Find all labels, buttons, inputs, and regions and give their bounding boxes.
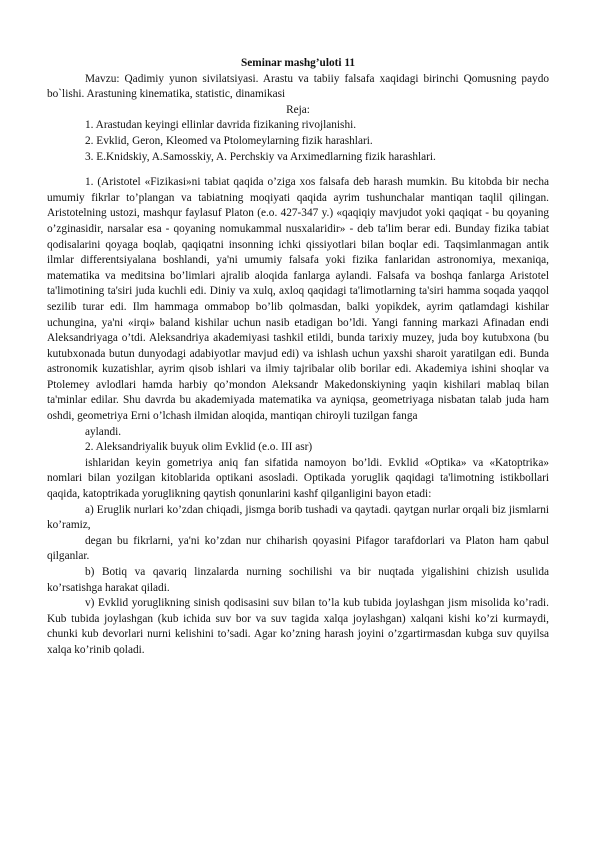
plan-item-3: 3. E.Knidskiy, A.Samosskiy, A. Perchskiy va Arximedlarning fizik harashlari.	[85, 150, 436, 163]
body-paragraph-2: ishlaridan keyin gometriya aniq fan sifatida namoyon bo’ldi. Evklid «Optika» va «Katoptrika» nomlari bilan yozilgan kitoblarida optikani asosladi. Optikada yoruglik qaqidagi ta'limotning istikbollari qaqida, katoptrikada yoruglikning qaytish qonunlarini kashf qilganligini bayon etadi:	[47, 456, 549, 501]
spacer	[47, 165, 549, 175]
body-item-v: v) Evklid yoruglikning sinish qodisasini suv bilan to’la kub tubida joylashgan jism misolida ko’radi. Kub tubida joylashgan (kub ichida suv bor va suv tagida xalqa joylashgan) xalqani kishi ko’zi kurmaydi, chunki kub devorlari nurni kelishini to’sadi. Agar ko’zning harash joyini o’zgartirmasdan kubga suv quyilsa xalqa ko’rinib qoladi.	[47, 597, 549, 656]
document-title: Seminar mashg’uloti 11	[240, 57, 356, 69]
plan-heading: Reja:	[286, 103, 310, 116]
body-paragraph-1-end: aylandi.	[85, 425, 122, 438]
topic-paragraph: Mavzu: Qadimiy yunon sivilatsiyasi. Arastu va tabiiy falsafa xaqidagi birinchi Qomusning paydo bo`lishi. Arastuning kinematika, statistic, dinamikasi	[47, 72, 549, 101]
body-paragraph-2-heading: 2. Aleksandriyalik buyuk olim Evklid (e.o. III asr)	[85, 441, 313, 454]
body-item-b: b) Botiq va qavariq linzalarda nurning sochilishi va bir nuqtada yigalishini chizish usulida ko’rsatishga harakat qiladi.	[47, 566, 549, 594]
body-item-a-continued: degan bu fikrlarni, ya'ni ko’zdan nur chiharish qoyasini Pifagor tarafdorlari va Platon ham qabul qilganlar.	[47, 534, 549, 563]
plan-item-1: 1. Arastudan keyingi ellinlar davrida fizikaning rivojlanishi.	[85, 119, 357, 132]
body-paragraph-1: 1. (Aristotel «Fizikasi»ni tabiat qaqida o’ziga xos falsafa deb harash mumkin. Bu kitobda bir necha umumiy fikrlar to’plangan va tabiatning moqiyati qaqida ayrim tushunchalar mantiqan taqlil qilingan. Aristotelning ustozi, mashqur faylasuf Platon (e.o. 427-347 y.) «qaqiqiy mavjudot yoki qaqiqat - bu qoyaning o’zginasidir, narsalar esa - qoyaning nomukammal nusxalaridir» - deb ta'lim berar edi. Bunday fizika tabiat qodisalarini qoyaga boqlab, qaqiqatni insonning ichki qissiyotlari bilan boqlar edi. Taqsimlanmagan antik ilmlar differentsiyalana boshlandi, ya'ni umumiy falsafa yoki fizika fanlaridan astronomiya, mexaniqa, matematika va meditsina bo’limlari ajralib aloqida fanlarga aylandi. Falsafa va boshqa fanlarga Aristotel ta'limotining ta'siri juda kuchli edi. Diniy va xulq, axloq qaqidagi ta'limotlarning ta'siri hamma soqada yaqqol sezilib turar edi. Ilm hammaga ommabop bo’lib qolmasdan, balki yopikdek, ayrim qatlamdagi kishilar uchungina, ya'ni «irqi» baland kishilar uchun nasib etadigan bo’ldi. Yangi fanning markazi Afinadan endi Aleksandriyaga o’tdi. Aleksandriya akademiyasi tashkil etildi, bunda tarixiy muzey, juda boy kutubxona (bu kutubxonada butun dunyodagi adabiyotlar mavjud edi) va ishlash uchun yaxshi sharoit yaratilgan edi. Bunda astronomik kuzatishlar, ayrim qisob ishlari va ilmiy tajribalar olib borilar edi. Akademiya ishini shoqlar va Ptolemey avlodlari hamda harbiy qo’mondon Aleksandr Makedonskiyning yaqin kishilari mablaq bilan ta'minlar edilar. Shu davrda bu akademiyada matematika va ayniqsa, geometriyaga nisbatan talab juda ham oshdi, geometriya Erni o’lchash ilmidan aloqida, mantiqan chiroyli tuzilgan fanga	[47, 176, 549, 423]
body-item-a: a) Eruglik nurlari ko’zdan chiqadi, jismga borib tushadi va qaytadi. qaytgan nurlar orqali biz jismlarni ko’ramiz,	[47, 503, 549, 532]
plan-item-2: 2. Evklid, Geron, Kleomed va Ptolomeylarning fizik harashlari.	[85, 134, 373, 147]
